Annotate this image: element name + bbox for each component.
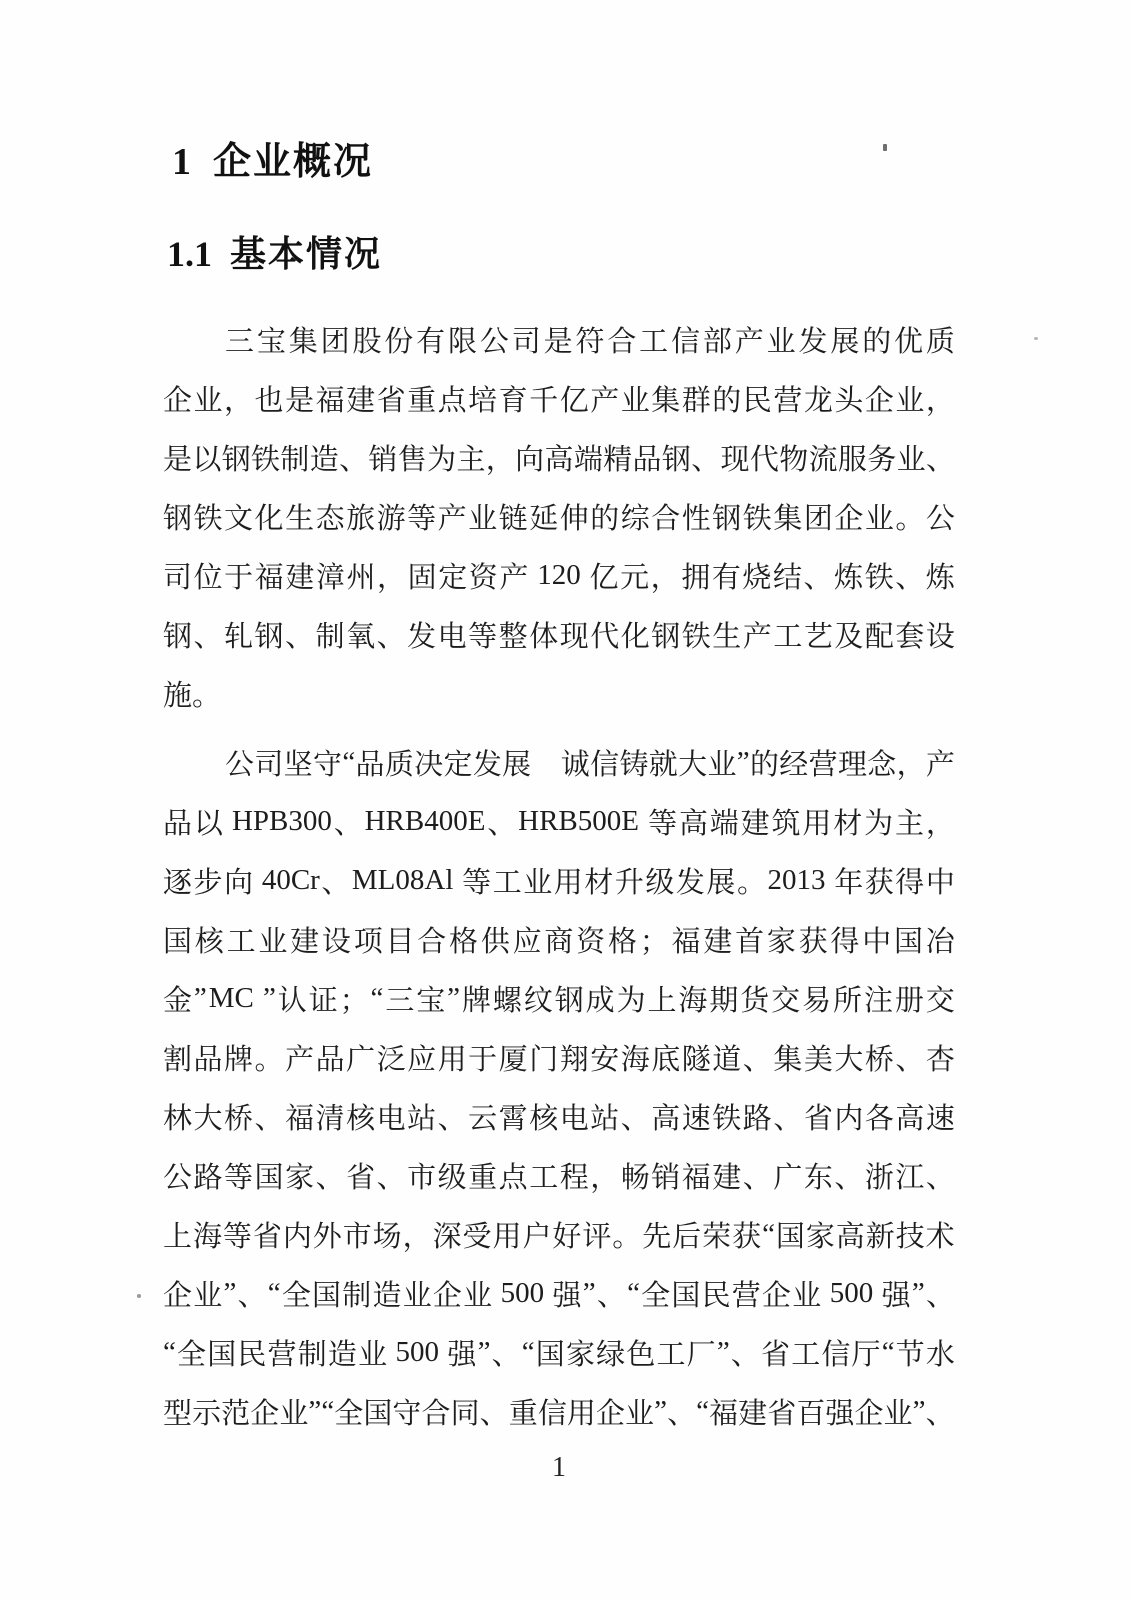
subsection-title: 基本情况 — [230, 233, 383, 274]
scan-speck — [1034, 337, 1038, 340]
section-heading — [172, 130, 373, 185]
text-line: 林 大 桥 、 福 清 核 电 站 、 云 霄 核 电 站 、 高 速 铁 路 、 省 内 各 高 速 — [163, 1103, 955, 1135]
text-line: 是 以 钢 铁 制 造 、 销 售 为 主 ， 向 高 端 精 品 钢 、 现 代 物 流 服 务 业 、 — [163, 444, 955, 476]
text-line: 钢 、 轧 钢 、 制 氧 、 发 电 等 整 体 现 代 化 钢 铁 生 产 工 艺 及 配 套 设 — [163, 621, 955, 653]
scan-speck — [883, 144, 887, 151]
text-line: “ 全 国 民 营 制 造 业 500 强 ” 、 “ 国 家 绿 色 工 厂 ” 、 省 工 信 厅 “ 节 水 — [163, 1336, 955, 1371]
text-line: 企 业 ， 也 是 福 建 省 重 点 培 育 千 亿 产 业 集 群 的 民 营 龙 头 企 业 ， — [163, 385, 955, 417]
text-line: 金 ” MC ” 认 证 ； “ 三 宝 ” 牌 螺 纹 钢 成 为 上 海 期 货 交 易 所 注 册 交 — [163, 982, 955, 1017]
text-line: 企 业 ” 、 “ 全 国 制 造 业 企 业 500 强 ” 、 “ 全 国 民 营 企 业 500 强 ” 、 — [163, 1277, 955, 1312]
body-paragraph-1 — [163, 310, 955, 723]
text-line: 三 宝 集 团 股 份 有 限 公 司 是 符 合 工 信 部 产 业 发 展 的 优 质 — [225, 326, 955, 358]
text-line: 公 路 等 国 家 、 省 、 市 级 重 点 工 程 ， 畅 销 福 建 、 广 东 、 浙 江 、 — [163, 1162, 955, 1194]
text-line: 品 以 HPB300 、 HRB400E 、 HRB500E 等 高 端 建 筑 用 材 为 主 ， — [163, 805, 955, 840]
text-line: 型 示 范 企 业 ” “ 全 国 守 合 同 、 重 信 用 企 业 ” 、 “ 福 建 省 百 强 企 业 ” 、 — [163, 1395, 955, 1430]
section-number: 1 — [172, 141, 191, 183]
text-line: 上 海 等 省 内 外 市 场 ， 深 受 用 户 好 评 。 先 后 荣 获 “ 国 家 高 新 技 术 — [163, 1218, 955, 1253]
scan-speck — [137, 1294, 141, 1298]
section-title: 企业概况 — [213, 141, 374, 183]
text-line: 国 核 工 业 建 设 项 目 合 格 供 应 商 资 格 ； 福 建 首 家 获 得 中 国 冶 — [163, 926, 955, 958]
text-line: 司 位 于 福 建 漳 州 ， 固 定 资 产 120 亿 元 ， 拥 有 烧 结 、 炼 铁 、 炼 — [163, 559, 955, 594]
text-line: 割 品 牌 。 产 品 广 泛 应 用 于 厦 门 翔 安 海 底 隧 道 、 集 美 大 桥 、 杏 — [163, 1044, 955, 1076]
text-line: 逐 步 向 40Cr 、 ML08Al 等 工 业 用 材 升 级 发 展 。 2013 年 获 得 中 — [163, 864, 955, 899]
text-line: 钢 铁 文 化 生 态 旅 游 等 产 业 链 延 伸 的 综 合 性 钢 铁 集 团 企 业 。 公 — [163, 503, 955, 535]
text-line: 施 。 — [163, 680, 222, 712]
text-line: 公 司 坚 守 “ 品 质 决 定 发 展 诚 信 铸 就 大 业 ” 的 经 营 理 念 ， 产 — [225, 746, 955, 781]
subsection-heading — [167, 226, 382, 277]
subsection-number: 1.1 — [167, 234, 212, 274]
page-number: 1 — [552, 1452, 566, 1483]
body-paragraph-2 — [163, 733, 955, 1441]
